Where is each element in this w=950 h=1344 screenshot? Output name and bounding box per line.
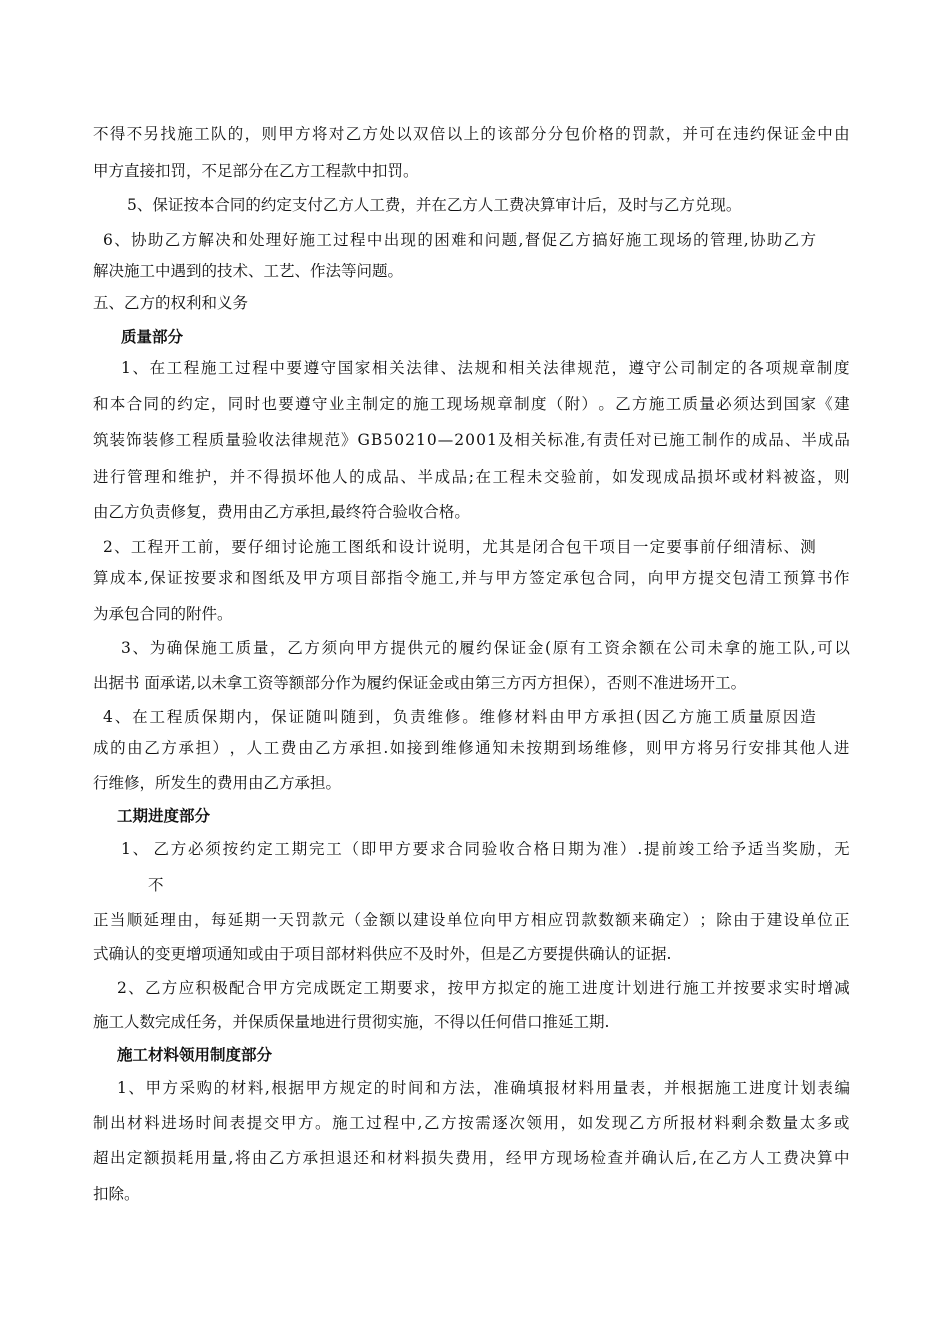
text-line: 解决施工中遇到的技术、工艺、作法等问题。 [93, 262, 404, 280]
text-line: 出据书 面承诺,以未拿工资等额部分作为履约保证金或由第三方丙方担保），否则不准进场开工。 [93, 674, 747, 692]
text-line: 制 出 材 料 进 场 时 间 表 提 交 甲 方 。 施 工 过 程 中 , 乙 方 按 需 逐 次 领 用 ， 如 发 现 乙 方 所 报 材 料 剩 余 数 量 太 多 或 [93, 1114, 850, 1132]
text-line: 进 行 管 理 和 维 护 ， 并 不 得 损 坏 他 人 的 成 品 、 半 成 品 ; 在 工 程 未 交 验 前 ， 如 发 现 成 品 损 坏 或 材 料 被 盗 ， 则 [93, 468, 850, 486]
text-line: 为承包合同的附件。 [93, 605, 233, 623]
text-line: 4 、 在 工 程 质 保 期 内 ， 保 证 随 叫 随 到 ， 负 责 维 修 。 维 修 材 料 由 甲 方 承 担 ( 因 乙 方 施 工 质 量 原 因 造 [103, 708, 816, 726]
text-line: 超 出 定 额 损 耗 用 量 , 将 由 乙 方 承 担 退 还 和 材 料 损 失 费 用 ， 经 甲 方 现 场 检 查 并 确 认 后 , 在 乙 方 人 工 费 决 算 中 [93, 1149, 850, 1167]
text-line: 甲方直接扣罚，不足部分在乙方工程款中扣罚。 [93, 162, 419, 180]
text-line: 和 本 合 同 的 约 定 ， 同 时 也 要 遵 守 业 主 制 定 的 施 工 现 场 规 章 制 度 （ 附 ） 。 乙 方 施 工 质 量 必 须 达 到 国 家 《 建 [93, 395, 850, 413]
text-line: 6 、 协 助 乙 方 解 决 和 处 理 好 施 工 过 程 中 出 现 的 困 难 和 问 题 , 督 促 乙 方 搞 好 施 工 现 场 的 管 理 , 协 助 乙 方 [103, 231, 816, 249]
text-line: 2 、 工 程 开 工 前 ， 要 仔 细 讨 论 施 工 图 纸 和 设 计 说 明 ， 尤 其 是 闭 合 包 干 项 目 一 定 要 事 前 仔 细 清 标 、 测 [103, 538, 816, 556]
subsection-heading: 质量部分 [121, 328, 184, 346]
text-line: 式确认的变更增项通知或由于项目部材料供应不及时外，但是乙方要提供确认的证据. [93, 945, 672, 963]
text-line: 2 、 乙 方 应 积 极 配 合 甲 方 完 成 既 定 工 期 要 求 ， 按 甲 方 拟 定 的 施 工 进 度 计 划 进 行 施 工 并 按 要 求 实 时 增 减 [117, 979, 850, 997]
subsection-heading: 工期进度部分 [117, 807, 211, 825]
text-line: 正 当 顺 延 理 由 ， 每 延 期 一 天 罚 款 元 （ 金 额 以 建 设 单 位 向 甲 方 相 应 罚 款 数 额 来 确 定 ） ； 除 由 于 建 设 单 位 正 [93, 911, 850, 929]
text-line: 算 成 本 , 保 证 按 要 求 和 图 纸 及 甲 方 项 目 部 指 令 施 工 , 并 与 甲 方 签 定 承 包 合 同 ， 向 甲 方 提 交 包 清 工 预 算 书 作 [93, 569, 850, 587]
text-line: 施工人数完成任务，并保质保量地进行贯彻实施，不得以任何借口推延工期. [93, 1013, 610, 1031]
text-line: 不 得 不 另 找 施 工 队 的 ， 则 甲 方 将 对 乙 方 处 以 双 倍 以 上 的 该 部 分 分 包 价 格 的 罚 款 ， 并 可 在 违 约 保 证 金 中 由 [93, 125, 850, 143]
section-heading: 五、乙方的权利和义务 [93, 294, 249, 312]
text-line: 1 、 在 工 程 施 工 过 程 中 要 遵 守 国 家 相 关 法 律 、 法 规 和 相 关 法 律 规 范 ， 遵 守 公 司 制 定 的 各 项 规 章 制 度 [121, 359, 850, 377]
text-line: 3 、 为 确 保 施 工 质 量 ， 乙 方 须 向 甲 方 提 供 元 的 履 约 保 证 金 ( 原 有 工 资 余 额 在 公 司 未 拿 的 施 工 队 , 可 以 [121, 639, 850, 657]
text-line: 成 的 由 乙 方 承 担 ） ， 人 工 费 由 乙 方 承 担 . 如 接 到 维 修 通 知 未 按 期 到 场 维 修 ， 则 甲 方 将 另 行 安 排 其 他 人 进 [93, 739, 850, 757]
text-line: 筑 装 饰 装 修 工 程 质 量 验 收 法 律 规 范 》 G B 5 0 2 1 0 — 2 0 0 1 及 相 关 标 准 , 有 责 任 对 已 施 工 制 作 的 成 品 、 半 成 品 [93, 431, 850, 449]
text-line: 1 、 甲 方 采 购 的 材 料 , 根 据 甲 方 规 定 的 时 间 和 方 法 ， 准 确 填 报 材 料 用 量 表 ， 并 根 据 施 工 进 度 计 划 表 编 [117, 1079, 850, 1097]
subsection-heading: 施工材料领用制度部分 [117, 1046, 273, 1064]
text-line: 不 [148, 876, 164, 894]
text-line: 扣除。 [93, 1185, 140, 1203]
text-line: 5、保证按本合同的约定支付乙方人工费，并在乙方人工费决算审计后，及时与乙方兑现。 [127, 196, 742, 214]
text-line: 由乙方负责修复，费用由乙方承担,最终符合验收合格。 [93, 503, 470, 521]
text-line: 行维修，所发生的费用由乙方承担。 [93, 774, 342, 792]
text-line: 1 、 乙 方 必 须 按 约 定 工 期 完 工 （ 即 甲 方 要 求 合 同 验 收 合 格 日 期 为 准 ） . 提 前 竣 工 给 予 适 当 奖 励 ， 无 [121, 840, 850, 858]
